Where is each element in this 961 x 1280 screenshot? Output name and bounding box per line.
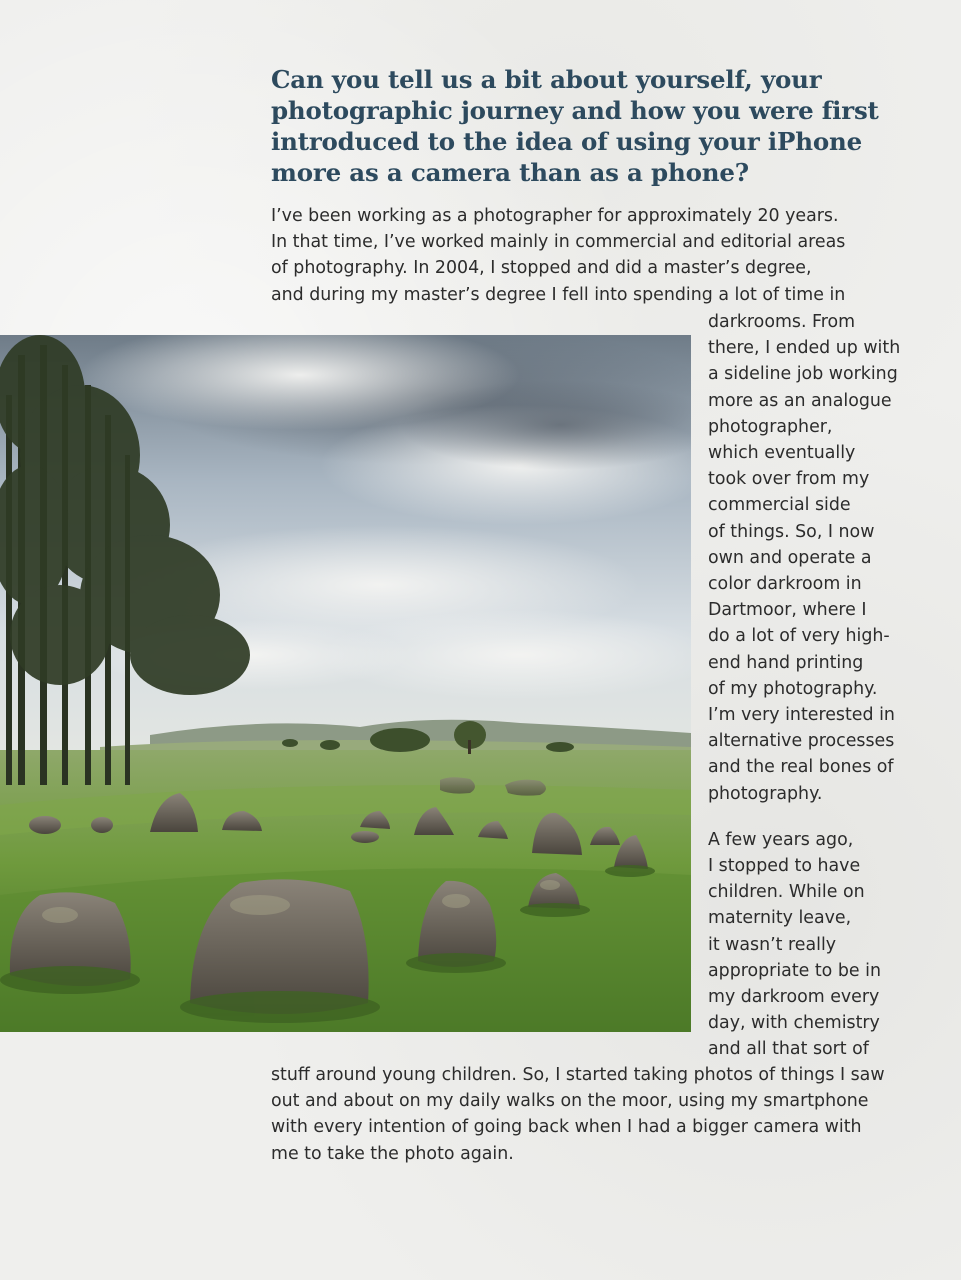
article-heading: Can you tell us a bit about yourself, your photographic journey and how you were first introduced to the idea of using your iPhone more as a camera than as a phone? xyxy=(271,65,879,187)
text-line: own and operate a xyxy=(708,547,872,568)
text-line: photographer, xyxy=(708,416,833,437)
text-line: and during my master’s degree I fell into spending a lot of time in xyxy=(271,284,846,305)
paragraph-gap xyxy=(708,807,948,827)
text-line: took over from my xyxy=(708,469,870,490)
stone-circle-photo xyxy=(0,335,691,1032)
text-line: end hand printing xyxy=(708,652,864,673)
text-line: a sideline job working xyxy=(708,364,898,385)
closing-paragraph xyxy=(271,1062,931,1167)
text-line: there, I ended up with xyxy=(708,338,901,359)
text-line: do a lot of very high- xyxy=(708,626,890,647)
text-line: photography. xyxy=(708,783,823,804)
text-line: my darkroom every xyxy=(708,987,880,1008)
text-line: maternity leave, xyxy=(708,908,852,929)
text-line: it wasn’t really xyxy=(708,934,837,955)
text-line: of my photography. xyxy=(708,678,878,699)
text-line: day, with chemistry xyxy=(708,1013,880,1034)
text-line: I’ve been working as a photographer for approximately 20 years. xyxy=(271,206,839,226)
side-column-text xyxy=(708,309,948,1063)
text-line: color darkroom in xyxy=(708,574,862,595)
text-line: and the real bones of xyxy=(708,757,894,778)
text-line: of photography. In 2004, I stopped and did a master’s degree, xyxy=(271,258,812,279)
text-line: and all that sort of xyxy=(708,1039,869,1060)
text-line: which eventually xyxy=(708,443,856,464)
text-line: I’m very interested in xyxy=(708,705,895,726)
text-line: me to take the photo again. xyxy=(271,1143,514,1164)
text-line: A few years ago, xyxy=(708,829,854,850)
text-line: Dartmoor, where I xyxy=(708,600,867,621)
text-line: appropriate to be in xyxy=(708,960,881,981)
intro-paragraph xyxy=(271,203,931,308)
text-line: more as an analogue xyxy=(708,390,892,411)
text-line: darkrooms. From xyxy=(708,312,856,332)
text-line: children. While on xyxy=(708,882,865,903)
text-line: alternative processes xyxy=(708,731,895,752)
text-line: with every intention of going back when I had a bigger camera with xyxy=(271,1117,862,1138)
text-line: commercial side xyxy=(708,495,851,516)
text-line: stuff around young children. So, I started taking photos of things I saw xyxy=(271,1065,885,1085)
text-line: of things. So, I now xyxy=(708,521,875,542)
text-line: In that time, I’ve worked mainly in commercial and editorial areas xyxy=(271,232,846,253)
text-line: I stopped to have xyxy=(708,856,861,877)
text-line: out and about on my daily walks on the moor, using my smartphone xyxy=(271,1091,869,1112)
